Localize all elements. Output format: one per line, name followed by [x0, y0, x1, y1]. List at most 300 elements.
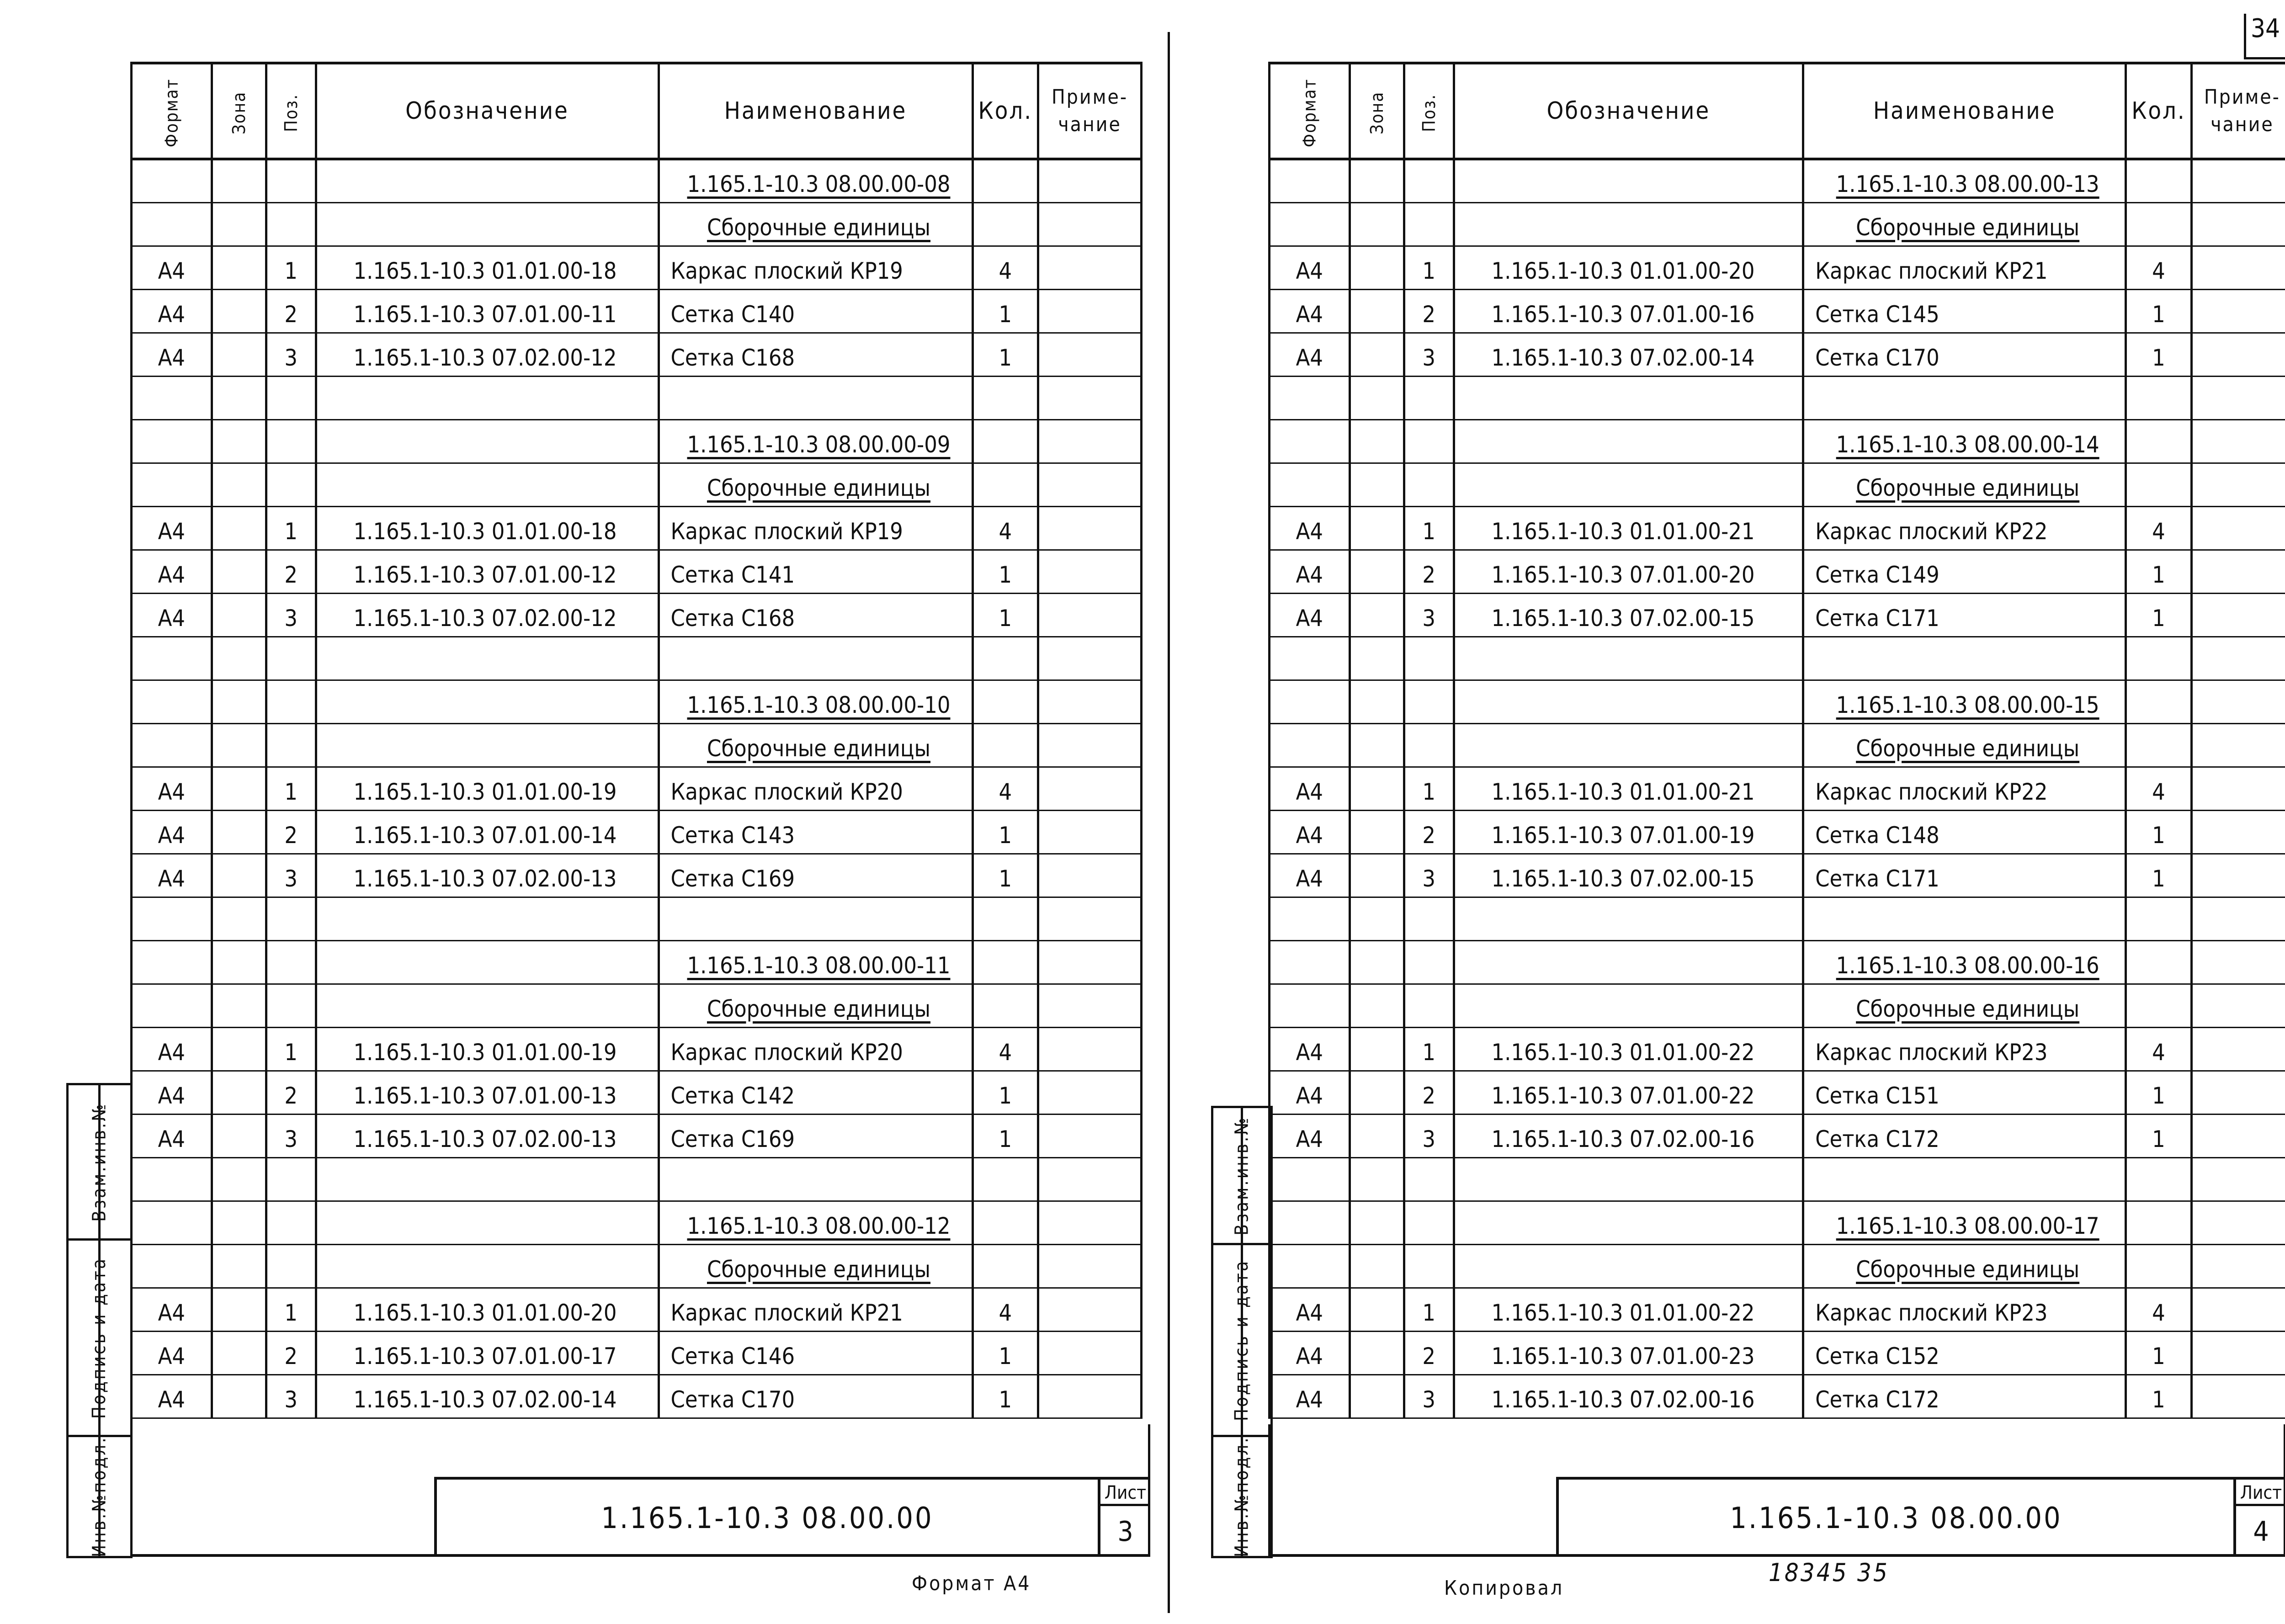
- pos-cell: 2: [266, 289, 316, 333]
- name-cell: [1803, 897, 2126, 940]
- note-cell: [2191, 637, 2285, 680]
- qty-cell: 1: [2126, 810, 2192, 854]
- zone-cell: [212, 897, 266, 940]
- zone-cell: [1350, 419, 1404, 463]
- qty-cell: 4: [972, 767, 1038, 810]
- note-cell: [2191, 463, 2285, 506]
- designation-cell: 1.165.1-10.3 01.01.00-22: [1454, 1027, 1803, 1071]
- note-cell: [1038, 1157, 1142, 1201]
- designation-cell: [1454, 940, 1803, 984]
- designation-cell: 1.165.1-10.3 07.02.00-12: [316, 333, 659, 376]
- note-cell: [2191, 1288, 2285, 1331]
- name-cell: [659, 637, 972, 680]
- name-cell: 1.165.1-10.3 08.00.00-13: [1803, 159, 2126, 202]
- pos-cell: 3: [1404, 333, 1454, 376]
- qty-cell: [972, 1201, 1038, 1244]
- designation-cell: [1454, 637, 1803, 680]
- note-cell: [2191, 1071, 2285, 1114]
- table-row: [1270, 463, 2285, 506]
- qty-cell: [972, 1244, 1038, 1288]
- pos-cell: [266, 680, 316, 723]
- qty-cell: 1: [2126, 593, 2192, 637]
- pos-cell: [1404, 376, 1454, 419]
- format-cell: А4: [1270, 289, 1350, 333]
- name-cell: Сетка С172: [1803, 1375, 2126, 1418]
- zone-cell: [1350, 984, 1404, 1027]
- designation-cell: 1.165.1-10.3 07.02.00-15: [1454, 854, 1803, 897]
- pos-cell: [266, 637, 316, 680]
- designation-cell: 1.165.1-10.3 07.01.00-12: [316, 550, 659, 593]
- qty-cell: [972, 940, 1038, 984]
- col-designation-header: Обозначение: [316, 63, 659, 159]
- zone-cell: [212, 1331, 266, 1375]
- format-cell: А4: [132, 246, 212, 289]
- title-stamp-left: [434, 1477, 1150, 1557]
- note-cell: [1038, 1244, 1142, 1288]
- designation-cell: [316, 159, 659, 202]
- format-cell: А4: [132, 333, 212, 376]
- table-row: [1270, 419, 2285, 463]
- zone-cell: [1350, 854, 1404, 897]
- sign-date-cell: Подпись и дата: [69, 1241, 130, 1437]
- name-cell: [659, 376, 972, 419]
- format-cell: А4: [1270, 1331, 1350, 1375]
- zone-cell: [212, 810, 266, 854]
- format-cell: [1270, 680, 1350, 723]
- zone-cell: [212, 940, 266, 984]
- format-cell: А4: [1270, 767, 1350, 810]
- pos-cell: [1404, 202, 1454, 246]
- note-cell: [2191, 680, 2285, 723]
- designation-cell: 1.165.1-10.3 01.01.00-19: [316, 767, 659, 810]
- table-row: [1270, 984, 2285, 1027]
- note-cell: [1038, 202, 1142, 246]
- pos-cell: [266, 159, 316, 202]
- note-cell: [1038, 854, 1142, 897]
- note-cell: [1038, 593, 1142, 637]
- zone-cell: [1350, 289, 1404, 333]
- name-cell: Каркас плоский КР20: [659, 1027, 972, 1071]
- pos-cell: [266, 419, 316, 463]
- format-cell: [132, 376, 212, 419]
- pos-cell: 1: [1404, 246, 1454, 289]
- note-cell: [2191, 723, 2285, 767]
- format-cell: [1270, 159, 1350, 202]
- spec-table-left: [130, 62, 1142, 1419]
- name-cell: Каркас плоский КР19: [659, 506, 972, 550]
- table-row: [1270, 289, 2285, 333]
- zone-cell: [1350, 550, 1404, 593]
- zone-cell: [1350, 1201, 1404, 1244]
- designation-cell: 1.165.1-10.3 07.01.00-19: [1454, 810, 1803, 854]
- pos-cell: [266, 1201, 316, 1244]
- designation-cell: 1.165.1-10.3 01.01.00-18: [316, 246, 659, 289]
- designation-cell: [1454, 984, 1803, 1027]
- designation-cell: 1.165.1-10.3 07.01.00-16: [1454, 289, 1803, 333]
- qty-cell: 1: [2126, 289, 2192, 333]
- zone-cell: [1350, 202, 1404, 246]
- col-pos-header: Поз.: [266, 63, 316, 159]
- zone-cell: [1350, 333, 1404, 376]
- pos-cell: 2: [266, 550, 316, 593]
- zone-cell: [1350, 1071, 1404, 1114]
- zone-cell: [212, 159, 266, 202]
- qty-cell: 1: [972, 333, 1038, 376]
- zone-cell: [212, 506, 266, 550]
- name-cell: 1.165.1-10.3 08.00.00-09: [659, 419, 972, 463]
- zone-cell: [212, 419, 266, 463]
- pos-cell: [1404, 940, 1454, 984]
- name-cell: 1.165.1-10.3 08.00.00-11: [659, 940, 972, 984]
- table-row: [132, 159, 1142, 202]
- format-cell: [1270, 419, 1350, 463]
- format-cell: А4: [1270, 854, 1350, 897]
- pos-cell: 1: [266, 767, 316, 810]
- page-corner-number: 34: [2251, 14, 2280, 43]
- format-cell: [1270, 463, 1350, 506]
- table-row: [132, 637, 1142, 680]
- format-cell: [132, 897, 212, 940]
- note-cell: [1038, 376, 1142, 419]
- zone-cell: [1350, 1375, 1404, 1418]
- zone-cell: [1350, 1244, 1404, 1288]
- designation-cell: 1.165.1-10.3 07.02.00-12: [316, 593, 659, 637]
- table-row: [132, 897, 1142, 940]
- pos-cell: [1404, 159, 1454, 202]
- name-cell: Каркас плоский КР19: [659, 246, 972, 289]
- designation-cell: [1454, 159, 1803, 202]
- name-cell: Сетка С170: [1803, 333, 2126, 376]
- name-cell: Каркас плоский КР21: [1803, 246, 2126, 289]
- qty-cell: 4: [972, 1288, 1038, 1331]
- designation-cell: 1.165.1-10.3 07.01.00-17: [316, 1331, 659, 1375]
- name-cell: 1.165.1-10.3 08.00.00-16: [1803, 940, 2126, 984]
- qty-cell: [2126, 940, 2192, 984]
- qty-cell: 1: [972, 854, 1038, 897]
- note-cell: [2191, 376, 2285, 419]
- format-cell: [132, 984, 212, 1027]
- qty-cell: [2126, 637, 2192, 680]
- pos-cell: [1404, 419, 1454, 463]
- qty-cell: [2126, 1244, 2192, 1288]
- zone-cell: [212, 680, 266, 723]
- table-row: [132, 1331, 1142, 1375]
- inv-vzam-cell: Взам.инв.№: [1213, 1108, 1270, 1245]
- table-row: [1270, 1375, 2285, 1418]
- qty-cell: [972, 637, 1038, 680]
- designation-cell: [316, 897, 659, 940]
- zone-cell: [1350, 940, 1404, 984]
- qty-cell: [972, 723, 1038, 767]
- copied-footer: Копировал: [1444, 1576, 1564, 1600]
- note-cell: [2191, 854, 2285, 897]
- qty-cell: [972, 419, 1038, 463]
- format-cell: А4: [132, 1375, 212, 1418]
- table-row: [132, 1114, 1142, 1157]
- designation-cell: [316, 984, 659, 1027]
- zone-cell: [212, 1157, 266, 1201]
- designation-cell: [316, 419, 659, 463]
- sign-date-cell: Подпись и дата: [1213, 1245, 1270, 1437]
- side-strip-right: [1211, 1106, 1273, 1558]
- pos-cell: [266, 1157, 316, 1201]
- zone-cell: [212, 1027, 266, 1071]
- table-row: [132, 1288, 1142, 1331]
- name-cell: Сетка С143: [659, 810, 972, 854]
- format-cell: А4: [132, 1114, 212, 1157]
- pos-cell: 1: [266, 506, 316, 550]
- pos-cell: 1: [266, 246, 316, 289]
- table-row: [1270, 593, 2285, 637]
- note-cell: [1038, 1071, 1142, 1114]
- designation-cell: 1.165.1-10.3 07.02.00-15: [1454, 593, 1803, 637]
- name-cell: Каркас плоский КР23: [1803, 1027, 2126, 1071]
- table-row: [1270, 723, 2285, 767]
- name-cell: 1.165.1-10.3 08.00.00-17: [1803, 1201, 2126, 1244]
- name-cell: Сетка С152: [1803, 1331, 2126, 1375]
- name-cell: Сетка С171: [1803, 854, 2126, 897]
- designation-cell: [316, 376, 659, 419]
- qty-cell: [2126, 680, 2192, 723]
- designation-cell: 1.165.1-10.3 07.01.00-13: [316, 1071, 659, 1114]
- name-cell: [659, 1157, 972, 1201]
- note-cell: [1038, 1375, 1142, 1418]
- name-cell: Сетка С168: [659, 333, 972, 376]
- format-cell: А4: [1270, 1375, 1350, 1418]
- pos-cell: [1404, 897, 1454, 940]
- note-cell: [1038, 1331, 1142, 1375]
- corner-mark: [2244, 14, 2246, 59]
- name-cell: Сборочные единицы: [1803, 984, 2126, 1027]
- zone-cell: [1350, 593, 1404, 637]
- qty-cell: 1: [972, 810, 1038, 854]
- note-cell: [1038, 637, 1142, 680]
- qty-cell: 4: [972, 1027, 1038, 1071]
- pos-cell: 3: [266, 1114, 316, 1157]
- pos-cell: [266, 984, 316, 1027]
- pos-cell: [1404, 1201, 1454, 1244]
- col-designation-header: Обозначение: [1454, 63, 1803, 159]
- qty-cell: 1: [972, 593, 1038, 637]
- note-cell: [1038, 463, 1142, 506]
- note-cell: [2191, 246, 2285, 289]
- format-cell: [1270, 723, 1350, 767]
- qty-cell: 1: [972, 1375, 1038, 1418]
- pos-cell: 1: [1404, 767, 1454, 810]
- note-cell: [2191, 1157, 2285, 1201]
- table-row: [132, 463, 1142, 506]
- table-row: [132, 984, 1142, 1027]
- format-cell: А4: [132, 810, 212, 854]
- format-footer: Формат А4: [912, 1572, 1031, 1595]
- zone-cell: [212, 246, 266, 289]
- qty-cell: 4: [2126, 1288, 2192, 1331]
- qty-cell: 1: [2126, 854, 2192, 897]
- qty-cell: 4: [2126, 246, 2192, 289]
- table-row: [132, 376, 1142, 419]
- designation-cell: 1.165.1-10.3 01.01.00-22: [1454, 1288, 1803, 1331]
- sheet-number: 4: [2253, 1515, 2269, 1548]
- qty-cell: [972, 463, 1038, 506]
- pos-cell: 3: [1404, 854, 1454, 897]
- qty-cell: 1: [972, 550, 1038, 593]
- name-cell: Сборочные единицы: [1803, 1244, 2126, 1288]
- note-cell: [2191, 1201, 2285, 1244]
- name-cell: Сетка С148: [1803, 810, 2126, 854]
- qty-cell: 1: [2126, 333, 2192, 376]
- qty-cell: 1: [972, 1071, 1038, 1114]
- zone-cell: [212, 463, 266, 506]
- zone-cell: [212, 593, 266, 637]
- designation-cell: [316, 940, 659, 984]
- note-cell: [2191, 1244, 2285, 1288]
- note-cell: [2191, 550, 2285, 593]
- qty-cell: [972, 897, 1038, 940]
- zone-cell: [1350, 723, 1404, 767]
- qty-cell: 4: [972, 506, 1038, 550]
- designation-cell: [1454, 1244, 1803, 1288]
- table-row: [1270, 202, 2285, 246]
- note-cell: [2191, 202, 2285, 246]
- table-row: [1270, 897, 2285, 940]
- designation-cell: [316, 637, 659, 680]
- designation-cell: [316, 1157, 659, 1201]
- format-cell: А4: [132, 1027, 212, 1071]
- designation-cell: 1.165.1-10.3 07.01.00-22: [1454, 1071, 1803, 1114]
- format-cell: [1270, 1244, 1350, 1288]
- qty-cell: 4: [2126, 1027, 2192, 1071]
- title-stamp-right: [1556, 1477, 2285, 1557]
- zone-cell: [212, 550, 266, 593]
- note-cell: [1038, 1201, 1142, 1244]
- stamp-code: 1.165.1-10.3 08.00.00: [601, 1501, 934, 1535]
- format-cell: [1270, 897, 1350, 940]
- note-cell: [1038, 940, 1142, 984]
- pos-cell: [1404, 1157, 1454, 1201]
- qty-cell: 4: [972, 246, 1038, 289]
- note-cell: [1038, 1114, 1142, 1157]
- designation-cell: [1454, 1157, 1803, 1201]
- format-cell: [1270, 376, 1350, 419]
- pos-cell: 1: [266, 1288, 316, 1331]
- qty-cell: [972, 376, 1038, 419]
- pos-cell: 1: [1404, 506, 1454, 550]
- pos-cell: [1404, 723, 1454, 767]
- zone-cell: [212, 1244, 266, 1288]
- zone-cell: [1350, 1157, 1404, 1201]
- designation-cell: [1454, 419, 1803, 463]
- designation-cell: [1454, 202, 1803, 246]
- pos-cell: 3: [266, 593, 316, 637]
- note-cell: [1038, 289, 1142, 333]
- table-row: [1270, 1157, 2285, 1201]
- name-cell: Сетка С151: [1803, 1071, 2126, 1114]
- pos-cell: 2: [1404, 1071, 1454, 1114]
- table-row: [132, 1071, 1142, 1114]
- zone-cell: [212, 1288, 266, 1331]
- format-cell: А4: [1270, 1114, 1350, 1157]
- designation-cell: [316, 202, 659, 246]
- name-cell: Каркас плоский КР21: [659, 1288, 972, 1331]
- sheet-label: Лист: [2236, 1480, 2285, 1506]
- format-cell: А4: [1270, 333, 1350, 376]
- note-cell: [2191, 940, 2285, 984]
- name-cell: Каркас плоский КР22: [1803, 506, 2126, 550]
- name-cell: Сборочные единицы: [659, 723, 972, 767]
- table-header: [1270, 63, 2285, 159]
- table-row: [1270, 680, 2285, 723]
- format-cell: [1270, 202, 1350, 246]
- format-cell: [132, 419, 212, 463]
- table-row: [1270, 333, 2285, 376]
- format-cell: А4: [1270, 506, 1350, 550]
- name-cell: Каркас плоский КР22: [1803, 767, 2126, 810]
- pos-cell: 2: [1404, 550, 1454, 593]
- zone-cell: [212, 767, 266, 810]
- note-cell: [1038, 159, 1142, 202]
- name-cell: Сборочные единицы: [1803, 723, 2126, 767]
- designation-cell: 1.165.1-10.3 01.01.00-19: [316, 1027, 659, 1071]
- name-cell: Сетка С145: [1803, 289, 2126, 333]
- format-cell: [132, 940, 212, 984]
- pos-cell: [266, 1244, 316, 1288]
- name-cell: Сетка С169: [659, 854, 972, 897]
- zone-cell: [1350, 246, 1404, 289]
- table-row: [1270, 1071, 2285, 1114]
- designation-cell: [1454, 376, 1803, 419]
- zone-cell: [212, 1201, 266, 1244]
- zone-cell: [1350, 680, 1404, 723]
- note-cell: [2191, 1027, 2285, 1071]
- pos-cell: 2: [266, 1331, 316, 1375]
- format-cell: [1270, 984, 1350, 1027]
- name-cell: Сетка С171: [1803, 593, 2126, 637]
- spec-table-right: [1268, 62, 2285, 1419]
- table-row: [132, 202, 1142, 246]
- table-row: [132, 1157, 1142, 1201]
- designation-cell: 1.165.1-10.3 07.02.00-16: [1454, 1114, 1803, 1157]
- qty-cell: [2126, 897, 2192, 940]
- zone-cell: [212, 202, 266, 246]
- qty-cell: 4: [2126, 506, 2192, 550]
- name-cell: Сборочные единицы: [659, 984, 972, 1027]
- table-row: [1270, 1288, 2285, 1331]
- zone-cell: [212, 723, 266, 767]
- note-cell: [2191, 897, 2285, 940]
- format-cell: А4: [1270, 246, 1350, 289]
- table-row: [132, 940, 1142, 984]
- pos-cell: [1404, 1244, 1454, 1288]
- col-qty-header: Кол.: [2126, 63, 2192, 159]
- designation-cell: 1.165.1-10.3 07.01.00-20: [1454, 550, 1803, 593]
- qty-cell: [2126, 202, 2192, 246]
- pos-cell: [266, 940, 316, 984]
- qty-cell: 1: [972, 1331, 1038, 1375]
- format-cell: [132, 723, 212, 767]
- name-cell: Сетка С140: [659, 289, 972, 333]
- name-cell: Сборочные единицы: [659, 202, 972, 246]
- designation-cell: 1.165.1-10.3 07.01.00-11: [316, 289, 659, 333]
- name-cell: 1.165.1-10.3 08.00.00-12: [659, 1201, 972, 1244]
- handwritten-number: 18345 35: [1769, 1558, 1889, 1587]
- name-cell: Сетка С168: [659, 593, 972, 637]
- zone-cell: [1350, 1114, 1404, 1157]
- designation-cell: [1454, 463, 1803, 506]
- qty-cell: [972, 1157, 1038, 1201]
- sheet-number-cell: [2233, 1480, 2285, 1557]
- qty-cell: 1: [2126, 1375, 2192, 1418]
- pos-cell: 3: [1404, 593, 1454, 637]
